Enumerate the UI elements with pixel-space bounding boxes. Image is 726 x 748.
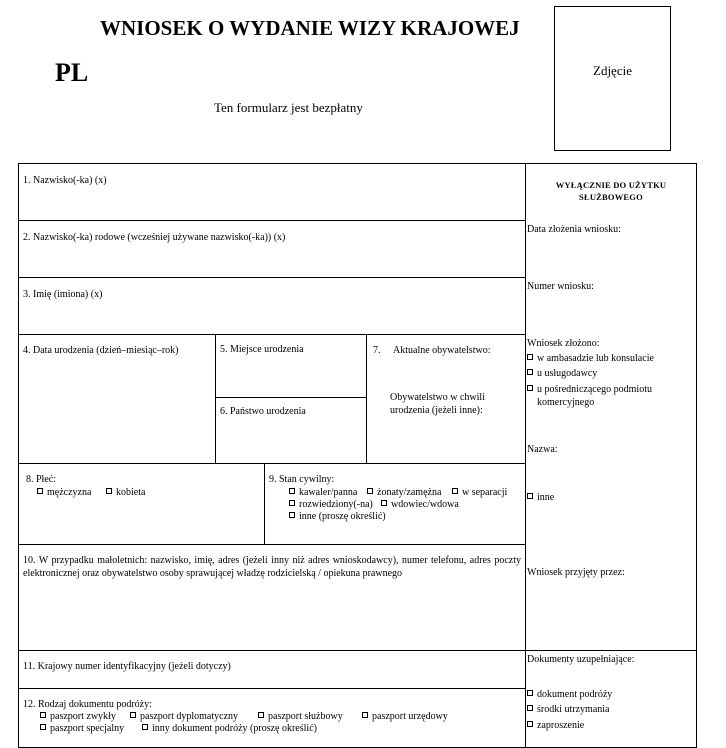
rule-4	[18, 463, 525, 464]
office-submitted-label: Wniosek złożono:	[527, 338, 600, 349]
checkbox-icon	[367, 488, 373, 494]
doc-option-service[interactable]: paszport służbowy	[258, 710, 343, 723]
field-3-first-names[interactable]: 3. Imię (imiona) (x)	[23, 289, 103, 300]
field-2-birth-surname[interactable]: 2. Nazwisko(-ka) rodowe (wcześniej używane nazwisko(-ka)) (x)	[23, 232, 286, 243]
field-7-number: 7.	[373, 345, 381, 356]
checkbox-icon	[130, 712, 136, 718]
field-6-birth-country[interactable]: 6. Państwo urodzenia	[220, 406, 306, 417]
office-docs-travel[interactable]: dokument podróży	[527, 688, 612, 701]
field-1-surname[interactable]: 1. Nazwisko(-ka) (x)	[23, 175, 107, 186]
rule-6	[18, 650, 525, 651]
checkbox-icon	[381, 500, 387, 506]
checkbox-icon	[362, 712, 368, 718]
rule-3	[18, 334, 525, 335]
civil-option-single[interactable]: kawaler/panna	[289, 486, 357, 499]
divider-5-7	[366, 334, 367, 463]
rule-7	[18, 688, 525, 689]
civil-option-separated[interactable]: w separacji	[452, 486, 507, 499]
office-docs-means[interactable]: środki utrzymania	[527, 703, 609, 716]
field-5-birth-place[interactable]: 5. Miejsce urodzenia	[220, 344, 304, 355]
office-heading: WYŁĄCZNIE DO UŻYTKU SŁUŻBOWEGO	[555, 180, 667, 202]
civil-option-other[interactable]: inne (proszę określić)	[289, 510, 386, 523]
checkbox-icon	[289, 488, 295, 494]
doc-option-diplomatic[interactable]: paszport dyplomatyczny	[130, 710, 238, 723]
divider-4-5	[215, 334, 216, 463]
checkbox-icon	[527, 369, 533, 375]
checkbox-icon	[527, 354, 533, 360]
checkbox-icon	[142, 724, 148, 730]
office-other-option[interactable]: inne	[527, 491, 554, 504]
doc-option-ordinary[interactable]: paszport zwykły	[40, 710, 116, 723]
field-8-sex: 8. Płeć:	[26, 474, 56, 485]
checkbox-icon	[37, 488, 43, 494]
office-name-label: Nazwa:	[527, 444, 558, 455]
office-submitted-embassy[interactable]: w ambasadzie lub konsulacie	[527, 352, 654, 365]
checkbox-icon	[40, 712, 46, 718]
office-submitted-provider[interactable]: u usługodawcy	[527, 367, 597, 380]
sex-option-female[interactable]: kobieta	[106, 486, 145, 499]
field-7-birth-nationality[interactable]: Obywatelstwo w chwili urodzenia (jeżeli inne):	[390, 392, 485, 416]
civil-option-married[interactable]: żonaty/zamężna	[367, 486, 441, 499]
photo-label: Zdjęcie	[593, 63, 632, 78]
field-11-national-id[interactable]: 11. Krajowy numer identyfikacyjny (jeżeli dotyczy)	[23, 661, 231, 672]
civil-option-widowed[interactable]: wdowiec/wdowa	[381, 498, 459, 511]
office-divider	[525, 163, 526, 748]
field-9-civil-status: 9. Stan cywilny:	[269, 474, 335, 485]
office-submitted-intermediary[interactable]: u pośredniczącego podmiotu komercyjnego	[527, 383, 677, 409]
office-number-label: Numer wniosku:	[527, 281, 594, 292]
field-7-nationality[interactable]: Aktualne obywatelstwo:	[393, 345, 491, 356]
checkbox-icon	[289, 512, 295, 518]
rule-1	[18, 220, 525, 221]
rule-5	[18, 544, 525, 545]
field-12-document-type: 12. Rodzaj dokumentu podróży:	[23, 699, 152, 710]
office-docs-invitation[interactable]: zaproszenie	[527, 719, 584, 732]
divider-5-6	[215, 397, 366, 398]
checkbox-icon	[527, 493, 533, 499]
checkbox-icon	[527, 385, 533, 391]
field-10-guardian[interactable]: 10. W przypadku małoletnich: nazwisko, imię, adres (jeżeli inny niż adres wnioskodawcy), numer telefonu, adres poczty elektronicznej oraz obywatelstwo osoby sprawującej władzę rodzicielską / opiekuna prawnego	[23, 555, 521, 579]
checkbox-icon	[258, 712, 264, 718]
checkbox-icon	[106, 488, 112, 494]
checkbox-icon	[40, 724, 46, 730]
checkbox-icon	[527, 690, 533, 696]
office-received-label: Wniosek przyjęty przez:	[527, 567, 625, 578]
checkbox-icon	[452, 488, 458, 494]
doc-option-official[interactable]: paszport urzędowy	[362, 710, 448, 723]
office-rule	[525, 650, 697, 651]
free-form-note: Ten formularz jest bezpłatny	[214, 100, 363, 115]
divider-8-9	[264, 463, 265, 544]
doc-option-special[interactable]: paszport specjalny	[40, 722, 124, 735]
field-4-birth-date[interactable]: 4. Data urodzenia (dzień–miesiąc–rok)	[23, 345, 179, 356]
office-docs-label: Dokumenty uzupełniające:	[527, 654, 635, 665]
photo-box	[554, 6, 671, 151]
country-code: PL	[55, 58, 89, 87]
sex-option-male[interactable]: mężczyzna	[37, 486, 91, 499]
form-title: WNIOSEK O WYDANIE WIZY KRAJOWEJ	[100, 16, 520, 40]
office-date-label: Data złożenia wniosku:	[527, 224, 621, 235]
rule-2	[18, 277, 525, 278]
checkbox-icon	[527, 705, 533, 711]
doc-option-other[interactable]: inny dokument podróży (proszę określić)	[142, 722, 317, 735]
civil-option-divorced[interactable]: rozwiedziony(-na)	[289, 498, 373, 511]
checkbox-icon	[527, 721, 533, 727]
checkbox-icon	[289, 500, 295, 506]
